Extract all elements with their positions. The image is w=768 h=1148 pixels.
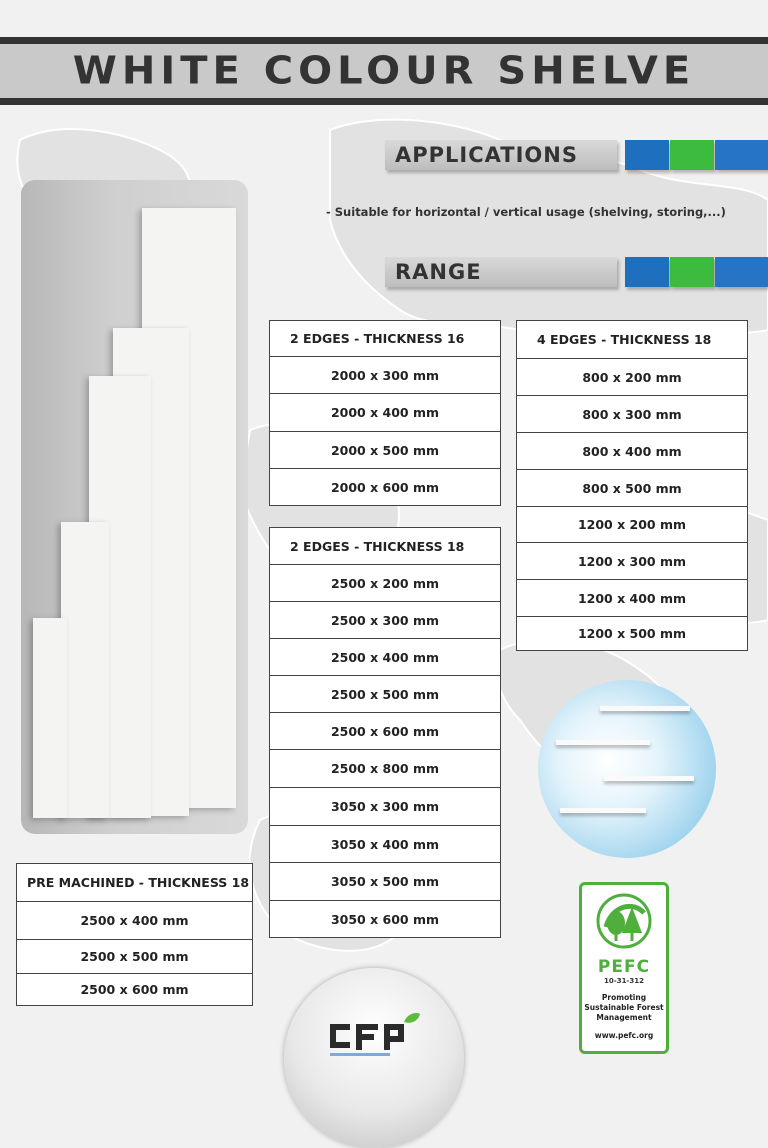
table-4-edges-thickness-18	[516, 320, 748, 651]
table-row: 2500 x 500 mm	[17, 940, 252, 974]
product-photo	[21, 180, 248, 834]
table-header: 2 EDGES - THICKNESS 16	[270, 321, 500, 357]
table-header: PRE MACHINED - THICKNESS 18	[17, 864, 252, 902]
range-header	[385, 257, 768, 287]
table-row: 2500 x 200 mm	[270, 565, 500, 602]
wall-shelf	[604, 776, 694, 781]
applications-text: - Suitable for horizontal / vertical usage (shelving, storing,...)	[326, 205, 726, 219]
table-row: 3050 x 600 mm	[330, 912, 440, 927]
pefc-tagline: Management	[596, 1013, 652, 1022]
table-row: 3050 x 500 mm	[270, 863, 500, 901]
table-2-edges-thickness-18	[269, 527, 501, 938]
table-row: 1200 x 200 mm	[517, 507, 747, 543]
table-row: 800 x 300 mm	[517, 396, 747, 433]
range-label: RANGE	[385, 257, 617, 287]
shelf-board	[33, 618, 67, 818]
cfp-logo-badge	[284, 968, 464, 1148]
pefc-code: 10-31-312	[604, 977, 644, 985]
table-row: 2500 x 800 mm	[270, 750, 500, 788]
table-pre-machined-thickness-18	[16, 863, 253, 1006]
table-row: 2500 x 500 mm	[270, 676, 500, 713]
cfp-logo-icon	[324, 1010, 424, 1060]
applications-label: APPLICATIONS	[385, 140, 617, 170]
page-title: WHITE COLOUR SHELVE	[72, 49, 696, 93]
table-row: 2500 x 400 mm	[17, 902, 252, 940]
table-header: 2 EDGES - THICKNESS 18	[270, 528, 500, 565]
pefc-tagline: Promoting	[601, 993, 647, 1002]
pefc-logo	[579, 882, 669, 1054]
table-row: 1200 x 500 mm	[577, 626, 687, 641]
wall-shelf	[560, 808, 646, 813]
pefc-tagline: Sustainable Forest	[584, 1003, 664, 1012]
table-row: 1200 x 400 mm	[517, 580, 747, 617]
wall-shelf	[556, 740, 650, 745]
wall-shelves-image	[538, 680, 716, 858]
wall-shelf	[600, 706, 690, 711]
table-header: 4 EDGES - THICKNESS 18	[517, 321, 747, 359]
table-row: 2500 x 400 mm	[270, 639, 500, 676]
pefc-url: www.pefc.org	[594, 1031, 654, 1040]
blue-square	[715, 257, 768, 287]
green-square	[670, 140, 714, 170]
table-row: 2000 x 400 mm	[270, 394, 500, 432]
title-banner	[0, 37, 768, 105]
pefc-name: PEFC	[597, 957, 651, 977]
green-square	[670, 257, 714, 287]
pefc-trees-icon	[594, 893, 654, 949]
applications-header	[385, 140, 768, 170]
table-row: 2500 x 600 mm	[80, 982, 189, 997]
table-row: 1200 x 300 mm	[517, 543, 747, 580]
table-row: 800 x 500 mm	[517, 470, 747, 507]
table-row: 3050 x 400 mm	[270, 826, 500, 863]
blue-square	[625, 140, 669, 170]
blue-square	[625, 257, 669, 287]
table-row: 800 x 200 mm	[517, 359, 747, 396]
table-row: 2000 x 300 mm	[270, 357, 500, 394]
shelf-board	[61, 522, 109, 818]
table-row: 3050 x 300 mm	[270, 788, 500, 826]
table-row: 2000 x 500 mm	[270, 432, 500, 469]
table-2-edges-thickness-16	[269, 320, 501, 506]
table-row: 2500 x 300 mm	[270, 602, 500, 639]
table-row: 2500 x 600 mm	[270, 713, 500, 750]
blue-square	[715, 140, 768, 170]
table-row: 800 x 400 mm	[517, 433, 747, 470]
table-row: 2000 x 600 mm	[330, 479, 440, 495]
